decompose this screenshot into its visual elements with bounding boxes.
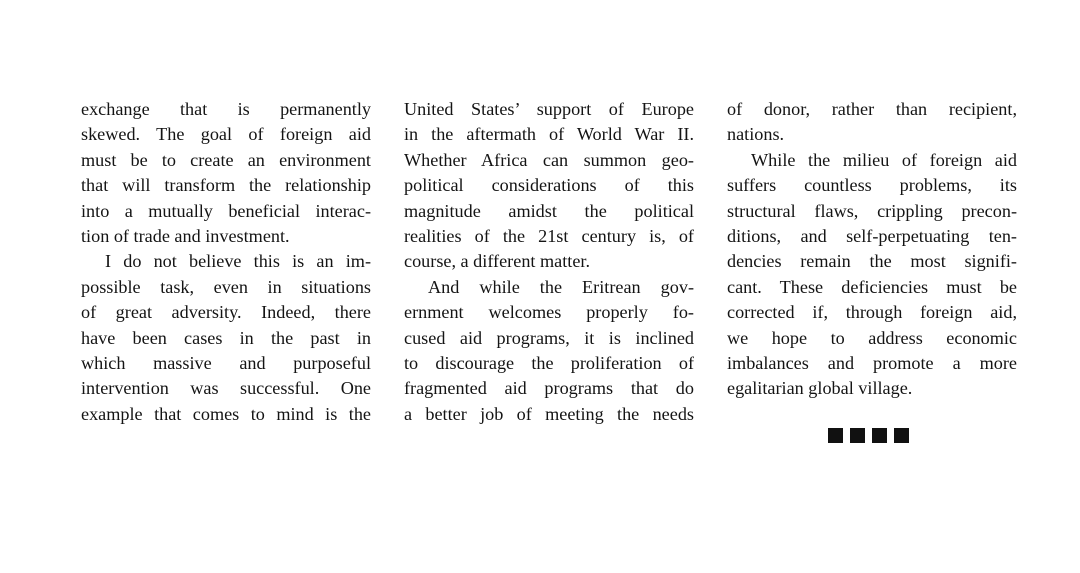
text-line: cant. These deficiencies must be [727,276,1017,297]
end-mark-square [850,428,865,443]
text-line: example that comes to mind is the [81,403,371,424]
text-line: exchange that is permanently [81,99,371,119]
text-column-2 [404,97,694,427]
text-column-3 [727,97,1017,402]
text-line: ditions, and self-perpetuating ten- [727,225,1017,246]
text-line: United States’ support of Europe [404,99,694,119]
text-line: into a mutually beneficial interac- [81,200,371,221]
text-line: course, a different matter. [404,251,591,272]
text-line: structural flaws, crippling precon- [727,200,1017,221]
text-line: in the aftermath of World War II. [404,124,694,145]
text-line: Whether Africa can summon geo- [404,149,694,170]
text-line: nations. [727,124,785,145]
text-line: of donor, rather than recipient, [727,99,1017,119]
text-line: imbalances and promote a more [727,352,1017,373]
text-line: a better job of meeting the needs [404,403,694,424]
text-line: have been cases in the past in [81,327,371,348]
text-line: And while the Eritrean gov- [428,276,694,297]
text-line: egalitarian global village. [727,378,913,399]
end-mark-square [828,428,843,443]
text-line: fragmented aid programs that do [404,378,694,399]
text-line: cused aid programs, it is inclined [404,327,694,348]
text-line: possible task, even in situations [81,276,371,297]
text-line: intervention was successful. One [81,378,371,399]
text-line: political considerations of this [404,175,694,196]
text-line: While the milieu of foreign aid [751,149,1017,170]
text-line: magnitude amidst the political [404,200,694,221]
text-line: to discourage the proliferation of [404,352,694,373]
text-column-1 [81,97,371,427]
text-line: we hope to address economic [727,327,1017,348]
text-line: realities of the 21st century is, of [404,225,694,246]
end-mark-square [894,428,909,443]
text-line: suffers countless problems, its [727,175,1017,196]
text-line: dencies remain the most signifi- [727,251,1017,272]
end-mark-square [872,428,887,443]
end-of-article-marks [828,428,909,443]
text-line: that will transform the relationship [81,175,371,196]
text-line: I do not believe this is an im- [105,251,371,272]
text-line: corrected if, through foreign aid, [727,302,1017,323]
text-line: ernment welcomes properly fo- [404,302,694,323]
text-line: of great adversity. Indeed, there [81,302,371,323]
text-line: tion of trade and investment. [81,225,290,246]
text-line: must be to create an environment [81,149,371,170]
text-line: skewed. The goal of foreign aid [81,124,371,145]
text-line: which massive and purposeful [81,352,371,373]
